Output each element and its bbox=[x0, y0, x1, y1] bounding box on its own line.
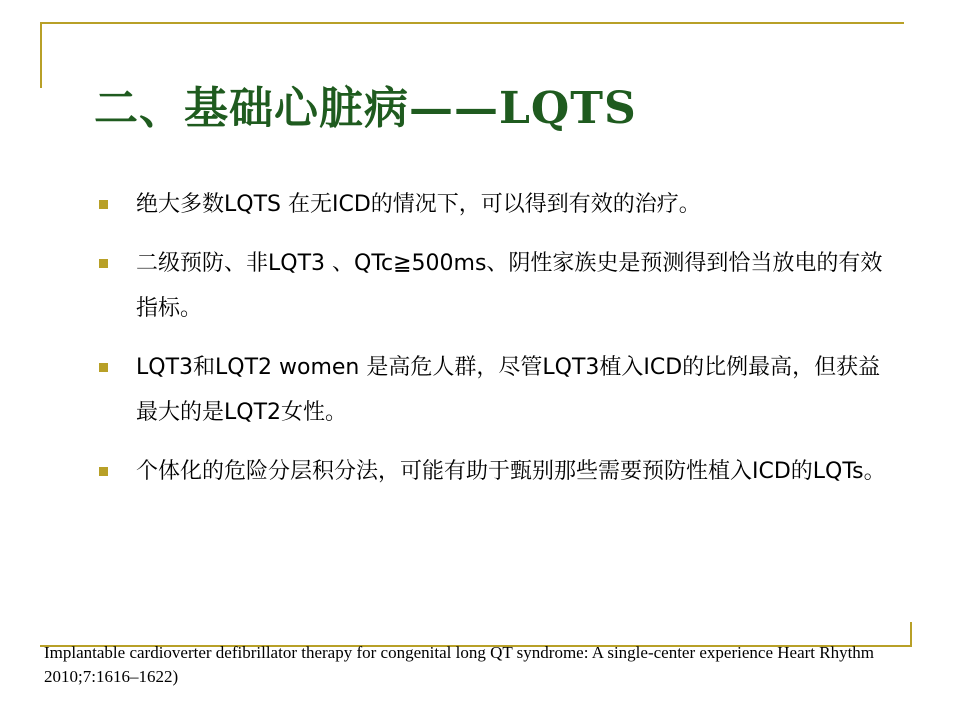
bullet-text: LQT3和LQT2 women 是高危人群，尽管LQT3植入ICD的比例最高，但获益最大的是LQT2女性。 bbox=[136, 355, 881, 425]
slide-title: 二、基础心脏病——LQTS bbox=[94, 83, 637, 134]
square-bullet-icon bbox=[99, 200, 108, 209]
bullet-text: 绝大多数LQTS 在无ICD的情况下，可以得到有效的治疗。 bbox=[136, 192, 701, 217]
bullet-text: 二级预防、非LQT3 、QTc≧500ms、阴性家族史是预测得到恰当放电的有效指标。 bbox=[136, 251, 883, 321]
reference-citation: Implantable cardioverter defibrillator therapy for congenital long QT syndrome: A single-center experience Heart Rhythm 2010;7:1616–1622) bbox=[44, 643, 875, 686]
square-bullet-icon bbox=[99, 363, 108, 372]
right-border-line bbox=[910, 622, 912, 647]
bullet-item bbox=[96, 345, 896, 435]
square-bullet-icon bbox=[99, 467, 108, 476]
bullet-text: 个体化的危险分层积分法，可能有助于甄别那些需要预防性植入ICD的LQTs。 bbox=[136, 459, 886, 484]
square-bullet-icon bbox=[99, 259, 108, 268]
bullet-item bbox=[96, 241, 896, 331]
bullet-list bbox=[96, 182, 896, 508]
bullet-item bbox=[96, 449, 896, 494]
top-border-line bbox=[40, 22, 904, 24]
left-border-line bbox=[40, 22, 42, 88]
bullet-item bbox=[96, 182, 896, 227]
